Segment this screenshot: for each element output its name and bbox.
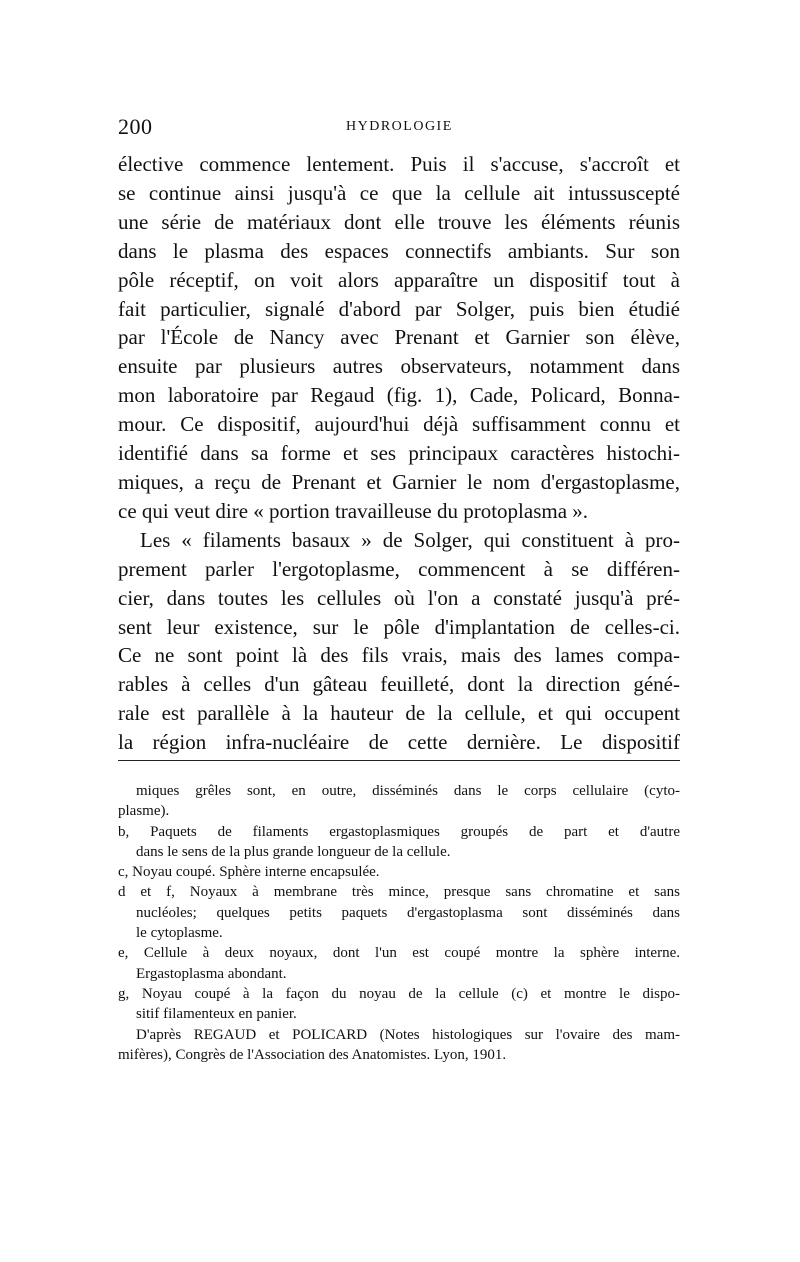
body-line: une série de matériaux dont elle trouve les éléments réunis bbox=[118, 209, 680, 234]
body-line: cier, dans toutes les cellules où l'on a constaté jusqu'à pré- bbox=[118, 585, 680, 610]
footnote-line: mifères), Congrès de l'Association des Anatomistes. Lyon, 1901. bbox=[118, 1046, 507, 1063]
body-line: dans le plasma des espaces connectifs ambiants. Sur son bbox=[118, 238, 680, 263]
footnote-line: le cytoplasme. bbox=[136, 925, 223, 942]
footnote-line: g, Noyau coupé à la façon du noyau de la cellule (c) et montre le dispo- bbox=[118, 985, 680, 1002]
page-header bbox=[118, 114, 680, 144]
footnote-line: dans le sens de la plus grande longueur de la cellule. bbox=[136, 843, 451, 860]
footnote-line: b, Paquets de filaments ergastoplasmiques groupés de part et d'autre bbox=[118, 823, 680, 840]
footnote-line: D'après REGAUD et POLICARD (Notes histologiques sur l'ovaire des mam- bbox=[136, 1026, 680, 1043]
body-line: Les « filaments basaux » de Solger, qui constituent à pro- bbox=[140, 527, 680, 552]
footnote-divider bbox=[118, 760, 680, 761]
body-line: mon laboratoire par Regaud (fig. 1), Cade, Policard, Bonna- bbox=[118, 383, 680, 408]
body-line: rables à celles d'un gâteau feuilleté, dont la direction géné- bbox=[118, 672, 680, 697]
footnote-line: d et f, Noyaux à membrane très mince, presque sans chromatine et sans bbox=[118, 884, 680, 901]
footnote-line: c, Noyau coupé. Sphère interne encapsulée. bbox=[118, 864, 380, 881]
figure-caption-notes bbox=[118, 781, 680, 1065]
body-line: fait particulier, signalé d'abord par Solger, puis bien étudié bbox=[118, 296, 680, 321]
body-line: ce qui veut dire « portion travailleuse du protoplasma ». bbox=[118, 498, 589, 523]
body-line: élective commence lentement. Puis il s'accuse, s'accroît et bbox=[118, 152, 680, 176]
footnote-line: Ergastoplasma abondant. bbox=[136, 965, 287, 982]
body-line: se continue ainsi jusqu'à ce que la cellule ait intussuscepté bbox=[118, 180, 680, 205]
body-line: ensuite par plusieurs autres observateurs, notamment dans bbox=[118, 354, 680, 379]
footnote-line: nucléoles; quelques petits paquets d'ergastoplasma sont disséminés dans bbox=[136, 904, 680, 921]
body-line: mour. Ce dispositif, aujourd'hui déjà suffisamment connu et bbox=[118, 412, 680, 437]
footnote-line: miques grêles sont, en outre, disséminés dans le corps cellulaire (cyto- bbox=[136, 783, 680, 799]
body-paragraphs bbox=[118, 150, 680, 757]
footnote-line: sitif filamenteux en panier. bbox=[136, 1006, 297, 1023]
body-line: rale est parallèle à la hauteur de la cellule, et qui occupent bbox=[118, 701, 680, 726]
body-line: par l'École de Nancy avec Prenant et Garnier son élève, bbox=[118, 325, 680, 350]
running-head: HYDROLOGIE bbox=[346, 119, 453, 134]
footnote-line: e, Cellule à deux noyaux, dont l'un est coupé montre la sphère interne. bbox=[118, 945, 680, 962]
footnote-line: plasme). bbox=[118, 803, 170, 820]
body-line: pôle réceptif, on voit alors apparaître un dispositif tout à bbox=[118, 267, 680, 292]
body-line: Ce ne sont point là des fils vrais, mais des lames compa- bbox=[118, 643, 680, 668]
body-line: identifié dans sa forme et ses principaux caractères histochi- bbox=[118, 441, 680, 466]
body-line: la région infra-nucléaire de cette dernière. Le dispositif bbox=[118, 730, 680, 755]
body-line: miques, a reçu de Prenant et Garnier le nom d'ergastoplasme, bbox=[118, 469, 680, 494]
body-line: prement parler l'ergotoplasme, commencent à se différen- bbox=[118, 556, 680, 581]
body-line: sent leur existence, sur le pôle d'implantation de celles-ci. bbox=[118, 614, 680, 639]
page-number: 200 bbox=[118, 114, 153, 139]
